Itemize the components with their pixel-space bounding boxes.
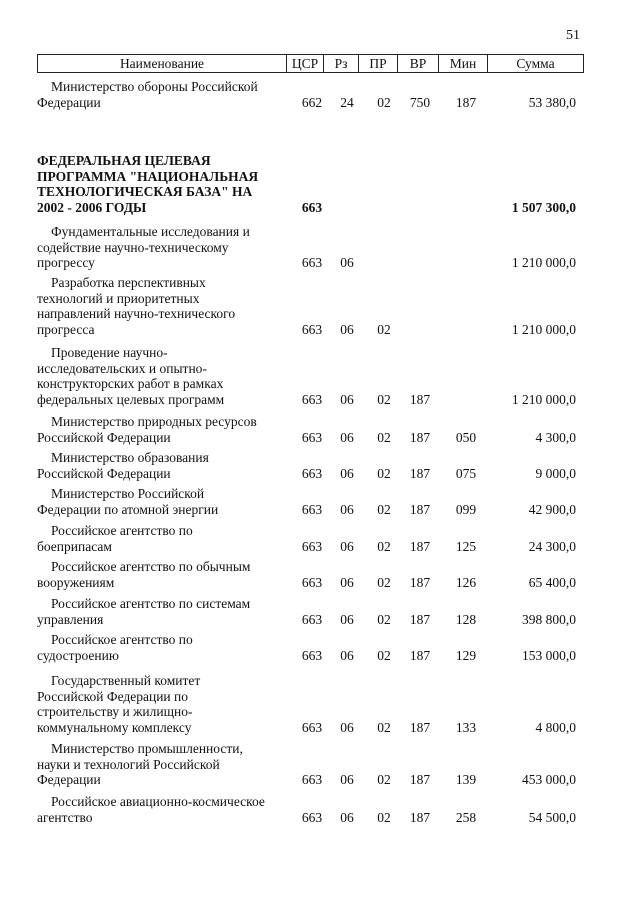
cell-sum: 1 210 000,0 xyxy=(511,321,576,337)
page-number: 51 xyxy=(566,28,580,43)
cell-csr: 663 xyxy=(301,809,323,825)
cell-pr: 02 xyxy=(377,391,391,407)
cell-csr: 662 xyxy=(301,94,323,110)
header-name: Наименование xyxy=(38,55,287,72)
cell-vr: 187 xyxy=(409,611,431,627)
row-name: Российское авиационно-космическое агентство xyxy=(37,794,265,825)
cell-vr: 187 xyxy=(409,772,431,787)
cell-sum: 9 000,0 xyxy=(535,465,576,481)
cell-sum: 4 300,0 xyxy=(535,429,576,445)
cell-rz: 24 xyxy=(340,94,354,110)
cell-rz: 06 xyxy=(340,321,354,337)
cell-pr: 02 xyxy=(377,647,391,663)
header-pr: ПР xyxy=(359,55,398,72)
cell-csr: 663 xyxy=(301,647,323,663)
cell-min: 128 xyxy=(455,611,477,627)
cell-min: 187 xyxy=(455,94,477,110)
cell-vr: 187 xyxy=(409,538,431,554)
cell-sum: 54 500,0 xyxy=(528,809,576,825)
cell-vr: 187 xyxy=(409,574,431,590)
cell-sum: 4 800,0 xyxy=(535,719,576,735)
cell-pr: 02 xyxy=(377,719,391,735)
row-name: Министерство обороны Российской Федерации xyxy=(37,79,258,110)
cell-sum: 53 380,0 xyxy=(528,94,576,110)
cell-vr: 750 xyxy=(409,94,431,110)
cell-vr: 187 xyxy=(409,391,431,407)
cell-min: 125 xyxy=(455,538,477,554)
cell-min: 126 xyxy=(455,574,477,590)
cell-pr: 02 xyxy=(377,772,391,787)
row-name: Российское агентство по системам управления xyxy=(37,596,251,627)
cell-sum: 153 000,0 xyxy=(522,647,576,663)
header-sum: Сумма xyxy=(516,55,555,71)
header-min: Мин xyxy=(439,55,488,72)
cell-min: 129 xyxy=(455,647,477,663)
row-name: Разработка перспективных технологий и приоритетных направлений научно-технического прогресса xyxy=(37,275,236,337)
cell-pr: 02 xyxy=(377,429,391,445)
cell-sum: 24 300,0 xyxy=(528,538,576,554)
cell-vr: 187 xyxy=(409,501,431,517)
cell-pr: 02 xyxy=(377,809,391,825)
cell-pr: 02 xyxy=(377,611,391,627)
cell-min: 050 xyxy=(455,429,477,445)
cell-rz: 06 xyxy=(340,465,354,481)
header-rz: Рз xyxy=(324,55,359,72)
table-header xyxy=(37,54,584,73)
row-name: Российское агентство по боеприпасам xyxy=(37,523,193,554)
cell-rz: 06 xyxy=(340,719,354,735)
cell-vr: 187 xyxy=(409,809,431,825)
header-vr: ВР xyxy=(398,55,439,72)
cell-rz: 06 xyxy=(340,647,354,663)
cell-rz: 06 xyxy=(340,574,354,590)
cell-csr: 663 xyxy=(301,391,323,407)
cell-vr: 187 xyxy=(409,429,431,445)
cell-sum: 1 210 000,0 xyxy=(511,391,576,407)
cell-min: 099 xyxy=(455,501,477,517)
cell-rz: 06 xyxy=(340,772,354,787)
cell-rz: 06 xyxy=(340,391,354,407)
cell-min: 258 xyxy=(455,809,477,825)
cell-rz: 06 xyxy=(340,809,354,825)
cell-csr: 663 xyxy=(301,574,323,590)
cell-vr: 187 xyxy=(409,465,431,481)
cell-min: 075 xyxy=(455,465,477,481)
row-name: ФЕДЕРАЛЬНАЯ ЦЕЛЕВАЯ ПРОГРАММА "НАЦИОНАЛЬНАЯ ТЕХНОЛОГИЧЕСКАЯ БАЗА" НА 2002 - 2006 ГОДЫ xyxy=(37,153,259,215)
cell-csr: 663 xyxy=(301,465,323,481)
row-name: Государственный комитет Российской Федерации по строительству и жилищно- коммунальному комплексу xyxy=(37,673,201,735)
cell-rz: 06 xyxy=(340,538,354,554)
row-name: Министерство Российской Федерации по атомной энергии xyxy=(37,486,219,517)
row-name: Министерство промышленности, науки и технологий Российской Федерации xyxy=(37,741,243,787)
cell-sum: 398 800,0 xyxy=(522,611,576,627)
cell-rz: 06 xyxy=(340,429,354,445)
cell-csr: 663 xyxy=(301,199,323,215)
cell-csr: 663 xyxy=(301,255,323,270)
cell-csr: 663 xyxy=(301,538,323,554)
cell-sum: 453 000,0 xyxy=(522,772,576,787)
cell-rz: 06 xyxy=(340,501,354,517)
cell-pr: 02 xyxy=(377,465,391,481)
cell-csr: 663 xyxy=(301,321,323,337)
row-name: Российское агентство по обычным вооружениям xyxy=(37,559,251,590)
cell-sum: 65 400,0 xyxy=(528,574,576,590)
cell-sum: 42 900,0 xyxy=(528,501,576,517)
cell-pr: 02 xyxy=(377,321,391,337)
cell-vr: 187 xyxy=(409,719,431,735)
cell-csr: 663 xyxy=(301,611,323,627)
cell-pr: 02 xyxy=(377,94,391,110)
row-name: Министерство природных ресурсов Российской Федерации xyxy=(37,414,257,445)
header-csr: ЦСР xyxy=(287,55,324,72)
cell-csr: 663 xyxy=(301,429,323,445)
row-name: Фундаментальные исследования и содействие научно-техническому прогрессу xyxy=(37,224,250,270)
cell-pr: 02 xyxy=(377,538,391,554)
cell-min: 133 xyxy=(455,719,477,735)
cell-min: 139 xyxy=(455,772,477,787)
row-name: Проведение научно- исследовательских и опытно- конструкторских работ в рамках федеральных целевых программ xyxy=(37,345,225,407)
cell-pr: 02 xyxy=(377,574,391,590)
cell-sum: 1 210 000,0 xyxy=(511,255,576,270)
row-name: Министерство образования Российской Федерации xyxy=(37,450,209,481)
cell-rz: 06 xyxy=(340,255,354,270)
row-name: Российское агентство по судостроению xyxy=(37,632,193,663)
cell-csr: 663 xyxy=(301,719,323,735)
cell-sum: 1 507 300,0 xyxy=(511,199,576,215)
cell-csr: 663 xyxy=(301,772,323,787)
cell-rz: 06 xyxy=(340,611,354,627)
cell-pr: 02 xyxy=(377,501,391,517)
cell-csr: 663 xyxy=(301,501,323,517)
cell-vr: 187 xyxy=(409,647,431,663)
